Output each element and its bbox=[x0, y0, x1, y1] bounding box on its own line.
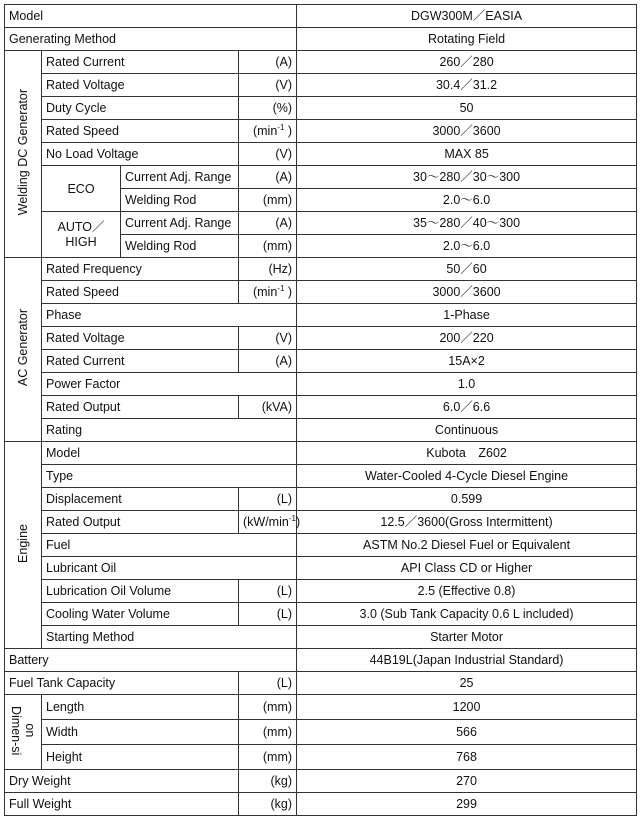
engine-section-label: Engine bbox=[5, 442, 42, 649]
row-dimension-length bbox=[5, 695, 637, 720]
welding-rated-voltage-label: Rated Voltage bbox=[42, 74, 239, 97]
dimension-width-label: Width bbox=[42, 720, 239, 745]
row-welding-rated-current bbox=[5, 51, 637, 74]
row-fuel-tank bbox=[5, 672, 637, 695]
welding-rated-current-unit: (A) bbox=[239, 51, 297, 74]
ac-rated-speed-unit: ($\min^{-1}$ ) bbox=[239, 281, 297, 304]
engine-model-value: Kubota Z602 bbox=[297, 442, 637, 465]
row-ac-rating bbox=[5, 419, 637, 442]
ac-rated-current-value: 15A×2 bbox=[297, 350, 637, 373]
dimension-height-unit: (mm) bbox=[239, 745, 297, 770]
engine-displacement-value: 0.599 bbox=[297, 488, 637, 511]
welding-no-load-voltage-label: No Load Voltage bbox=[42, 143, 239, 166]
row-engine-lubricant-oil bbox=[5, 557, 637, 580]
engine-starting-method-label: Starting Method bbox=[42, 626, 297, 649]
ac-section-label: AC Generator bbox=[5, 258, 42, 442]
fuel-tank-value: 25 bbox=[297, 672, 637, 695]
dimension-height-label: Height bbox=[42, 745, 239, 770]
ac-rated-output-unit: (kVA) bbox=[239, 396, 297, 419]
welding-rated-voltage-value: 30.4／31.2 bbox=[297, 74, 637, 97]
row-ac-rated-current bbox=[5, 350, 637, 373]
fuel-tank-label: Fuel Tank Capacity bbox=[5, 672, 239, 695]
welding-section-label: Welding DC Generator bbox=[5, 51, 42, 258]
engine-fuel-value: ASTM No.2 Diesel Fuel or Equivalent bbox=[297, 534, 637, 557]
auto-current-adj-value: 35～280／40～300 bbox=[297, 212, 637, 235]
row-battery bbox=[5, 649, 637, 672]
row-generating-method bbox=[5, 28, 637, 51]
ac-rated-frequency-label: Rated Frequency bbox=[42, 258, 239, 281]
ac-power-factor-label: Power Factor bbox=[42, 373, 297, 396]
welding-duty-cycle-unit: (%) bbox=[239, 97, 297, 120]
welding-rated-speed-label: Rated Speed bbox=[42, 120, 239, 143]
auto-welding-rod-label: Welding Rod bbox=[121, 235, 239, 258]
ac-rated-frequency-value: 50／60 bbox=[297, 258, 637, 281]
welding-no-load-voltage-value: MAX 85 bbox=[297, 143, 637, 166]
ac-rated-voltage-unit: (V) bbox=[239, 327, 297, 350]
ac-rating-label: Rating bbox=[42, 419, 297, 442]
model-label: Model bbox=[5, 5, 297, 28]
row-ac-rated-frequency bbox=[5, 258, 637, 281]
row-ac-rated-speed bbox=[5, 281, 637, 304]
full-weight-unit: (kg) bbox=[239, 793, 297, 816]
ac-rated-frequency-unit: (Hz) bbox=[239, 258, 297, 281]
ac-rated-output-value: 6.0／6.6 bbox=[297, 396, 637, 419]
engine-lubrication-oil-volume-unit: (L) bbox=[239, 580, 297, 603]
engine-displacement-unit: (L) bbox=[239, 488, 297, 511]
engine-lubricant-oil-label: Lubricant Oil bbox=[42, 557, 297, 580]
engine-lubricant-oil-value: API Class CD or Higher bbox=[297, 557, 637, 580]
engine-rated-output-unit: $(kW/\min^{-1})$ bbox=[239, 511, 297, 534]
ac-rated-output-label: Rated Output bbox=[42, 396, 239, 419]
full-weight-value: 299 bbox=[297, 793, 637, 816]
auto-current-adj-unit: (A) bbox=[239, 212, 297, 235]
eco-mode-label: ECO bbox=[42, 166, 121, 212]
row-ac-rated-voltage bbox=[5, 327, 637, 350]
eco-current-adj-label: Current Adj. Range bbox=[121, 166, 239, 189]
engine-lubrication-oil-volume-label: Lubrication Oil Volume bbox=[42, 580, 239, 603]
generating-method-value: Rotating Field bbox=[297, 28, 637, 51]
row-ac-rated-output bbox=[5, 396, 637, 419]
row-engine-lubrication-oil-volume bbox=[5, 580, 637, 603]
row-engine-displacement bbox=[5, 488, 637, 511]
ac-rated-speed-label: Rated Speed bbox=[42, 281, 239, 304]
auto-welding-rod-value: 2.0～6.0 bbox=[297, 235, 637, 258]
row-engine-model bbox=[5, 442, 637, 465]
row-engine-cooling-water-volume bbox=[5, 603, 637, 626]
row-auto-current-adj bbox=[5, 212, 637, 235]
welding-rated-speed-unit: ($\min^{-1}$ ) bbox=[239, 120, 297, 143]
dry-weight-label: Dry Weight bbox=[5, 770, 239, 793]
ac-rated-voltage-value: 200／220 bbox=[297, 327, 637, 350]
dry-weight-value: 270 bbox=[297, 770, 637, 793]
dimension-section-label: Dimen-si on bbox=[5, 695, 42, 770]
engine-lubrication-oil-volume-value: 2.5 (Effective 0.8) bbox=[297, 580, 637, 603]
ac-rating-value: Continuous bbox=[297, 419, 637, 442]
engine-fuel-label: Fuel bbox=[42, 534, 297, 557]
eco-welding-rod-unit: (mm) bbox=[239, 189, 297, 212]
row-model bbox=[5, 5, 637, 28]
row-welding-duty-cycle bbox=[5, 97, 637, 120]
engine-starting-method-value: Starter Motor bbox=[297, 626, 637, 649]
engine-type-value: Water-Cooled 4-Cycle Diesel Engine bbox=[297, 465, 637, 488]
row-ac-phase bbox=[5, 304, 637, 327]
engine-cooling-water-volume-value: 3.0 (Sub Tank Capacity 0.6 L included) bbox=[297, 603, 637, 626]
engine-rated-output-value: 12.5／3600(Gross Intermittent) bbox=[297, 511, 637, 534]
eco-current-adj-unit: (A) bbox=[239, 166, 297, 189]
welding-rated-voltage-unit: (V) bbox=[239, 74, 297, 97]
engine-rated-output-label: Rated Output bbox=[42, 511, 239, 534]
fuel-tank-unit: (L) bbox=[239, 672, 297, 695]
welding-rated-current-value: 260／280 bbox=[297, 51, 637, 74]
row-dry-weight bbox=[5, 770, 637, 793]
row-ac-power-factor bbox=[5, 373, 637, 396]
battery-value: 44B19L(Japan Industrial Standard) bbox=[297, 649, 637, 672]
welding-duty-cycle-label: Duty Cycle bbox=[42, 97, 239, 120]
row-full-weight bbox=[5, 793, 637, 816]
dimension-length-label: Length bbox=[42, 695, 239, 720]
ac-rated-current-unit: (A) bbox=[239, 350, 297, 373]
engine-type-label: Type bbox=[42, 465, 297, 488]
auto-current-adj-label: Current Adj. Range bbox=[121, 212, 239, 235]
eco-welding-rod-value: 2.0～6.0 bbox=[297, 189, 637, 212]
ac-power-factor-value: 1.0 bbox=[297, 373, 637, 396]
dimension-length-value: 1200 bbox=[297, 695, 637, 720]
ac-phase-label: Phase bbox=[42, 304, 297, 327]
welding-duty-cycle-value: 50 bbox=[297, 97, 637, 120]
welding-no-load-voltage-unit: (V) bbox=[239, 143, 297, 166]
row-dimension-height bbox=[5, 745, 637, 770]
engine-model-label: Model bbox=[42, 442, 297, 465]
generating-method-label: Generating Method bbox=[5, 28, 297, 51]
spec-table bbox=[4, 4, 637, 816]
welding-rated-speed-value: 3000／3600 bbox=[297, 120, 637, 143]
engine-displacement-label: Displacement bbox=[42, 488, 239, 511]
auto-high-mode-label: AUTO／ HIGH bbox=[42, 212, 121, 258]
eco-welding-rod-label: Welding Rod bbox=[121, 189, 239, 212]
row-dimension-width bbox=[5, 720, 637, 745]
dimension-width-unit: (mm) bbox=[239, 720, 297, 745]
welding-rated-current-label: Rated Current bbox=[42, 51, 239, 74]
dimension-length-unit: (mm) bbox=[239, 695, 297, 720]
full-weight-label: Full Weight bbox=[5, 793, 239, 816]
dimension-height-value: 768 bbox=[297, 745, 637, 770]
auto-welding-rod-unit: (mm) bbox=[239, 235, 297, 258]
battery-label: Battery bbox=[5, 649, 297, 672]
dimension-width-value: 566 bbox=[297, 720, 637, 745]
row-engine-type bbox=[5, 465, 637, 488]
engine-cooling-water-volume-label: Cooling Water Volume bbox=[42, 603, 239, 626]
model-value: DGW300M／EASIA bbox=[297, 5, 637, 28]
eco-current-adj-value: 30～280／30～300 bbox=[297, 166, 637, 189]
row-engine-rated-output bbox=[5, 511, 637, 534]
row-welding-rated-speed bbox=[5, 120, 637, 143]
ac-rated-speed-value: 3000／3600 bbox=[297, 281, 637, 304]
ac-rated-current-label: Rated Current bbox=[42, 350, 239, 373]
row-engine-starting-method bbox=[5, 626, 637, 649]
ac-rated-voltage-label: Rated Voltage bbox=[42, 327, 239, 350]
row-engine-fuel bbox=[5, 534, 637, 557]
dry-weight-unit: (kg) bbox=[239, 770, 297, 793]
row-welding-rated-voltage bbox=[5, 74, 637, 97]
ac-phase-value: 1-Phase bbox=[297, 304, 637, 327]
row-welding-no-load-voltage bbox=[5, 143, 637, 166]
row-eco-current-adj bbox=[5, 166, 637, 189]
engine-cooling-water-volume-unit: (L) bbox=[239, 603, 297, 626]
